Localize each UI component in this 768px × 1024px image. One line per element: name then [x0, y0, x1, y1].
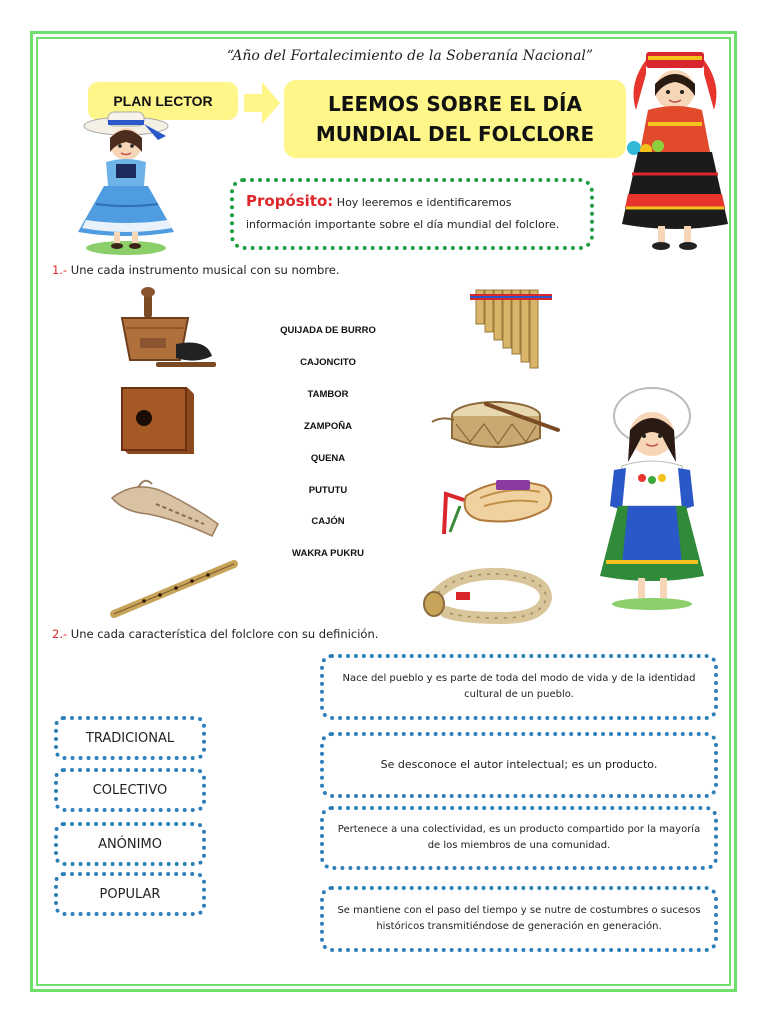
exercise-1-text: Une cada instrumento musical con su nombre. [70, 263, 340, 277]
zampona-instrument [464, 284, 554, 368]
definition-box-2 [320, 732, 718, 798]
characteristic-box-colectivo [54, 768, 206, 812]
instrument-name-tambor: TAMBOR [307, 389, 349, 400]
characteristic-label: POPULAR [99, 886, 161, 902]
wakra-pukru-instrument [422, 566, 554, 622]
instrument-name-cajon: CAJÓN [311, 516, 345, 527]
pututu-instrument [440, 474, 558, 540]
purpose-text-line-1: Hoy leeremos e identificaremos [336, 196, 512, 209]
characteristic-label: COLECTIVO [92, 782, 168, 798]
quena-instrument [108, 560, 240, 620]
cajoncito-instrument [116, 288, 220, 372]
exercise-1-instruction [52, 263, 340, 277]
exercise-2-instruction [52, 627, 378, 641]
purpose-label: Propósito: [246, 192, 334, 210]
year-text: “Año del Fortalecimiento de la Soberanía Nacional” [226, 48, 594, 64]
girl-right-illustration [592, 386, 710, 612]
girl-top-right-illustration [618, 44, 734, 258]
characteristic-box-popular [54, 872, 206, 916]
definition-box-3 [320, 806, 718, 870]
plan-lector-label: PLAN LECTOR [113, 93, 213, 109]
quijada-instrument [108, 474, 222, 538]
exercise-1-number: 1.- [52, 263, 68, 277]
definition-text: Pertenece a una colectividad, es un producto compartido por la mayoría de los miembros de una comunidad. [337, 824, 701, 851]
definition-text: Nace del pueblo y es parte de toda del modo de vida y de la identidad cultural de un pueblo. [342, 673, 696, 700]
definition-text: Se mantiene con el paso del tiempo y se nutre de costumbres o sucesos históricos transmitiéndose de generación en generación. [337, 905, 701, 932]
definition-text: Se desconoce el autor intelectual; es un producto. [380, 758, 658, 771]
characteristic-box-anonimo [54, 822, 206, 866]
characteristic-label: ANÓNIMO [98, 836, 162, 852]
title-line-2: MUNDIAL DEL FOLCLORE [315, 122, 595, 146]
instrument-name-quena: QUENA [310, 453, 346, 464]
instrument-name-cajoncito: CAJONCITO [300, 357, 356, 368]
instrument-name-quijada: QUIJADA DE BURRO [280, 325, 376, 336]
cajon-instrument [118, 384, 198, 456]
purpose-text-line-2: información importante sobre el día mundial del folclore. [246, 218, 560, 231]
instrument-name-wakra-pukru: WAKRA PUKRU [292, 548, 364, 559]
title-box [284, 80, 626, 158]
instrument-name-pututu: PUTUTU [308, 485, 348, 496]
arrow-right-icon [244, 82, 280, 124]
definition-box-4 [320, 886, 718, 952]
exercise-2-number: 2.- [52, 627, 68, 641]
title-line-1: LEEMOS SOBRE EL DÍA [328, 92, 582, 116]
characteristic-label: TRADICIONAL [85, 730, 175, 746]
tambor-instrument [430, 396, 560, 456]
girl-left-illustration [66, 108, 196, 256]
purpose-box [230, 178, 594, 250]
exercise-2-text: Une cada característica del folclore con su definición. [70, 627, 379, 641]
instrument-name-zampona: ZAMPOÑA [303, 421, 353, 432]
definition-box-1 [320, 654, 718, 720]
characteristic-box-tradicional [54, 716, 206, 760]
